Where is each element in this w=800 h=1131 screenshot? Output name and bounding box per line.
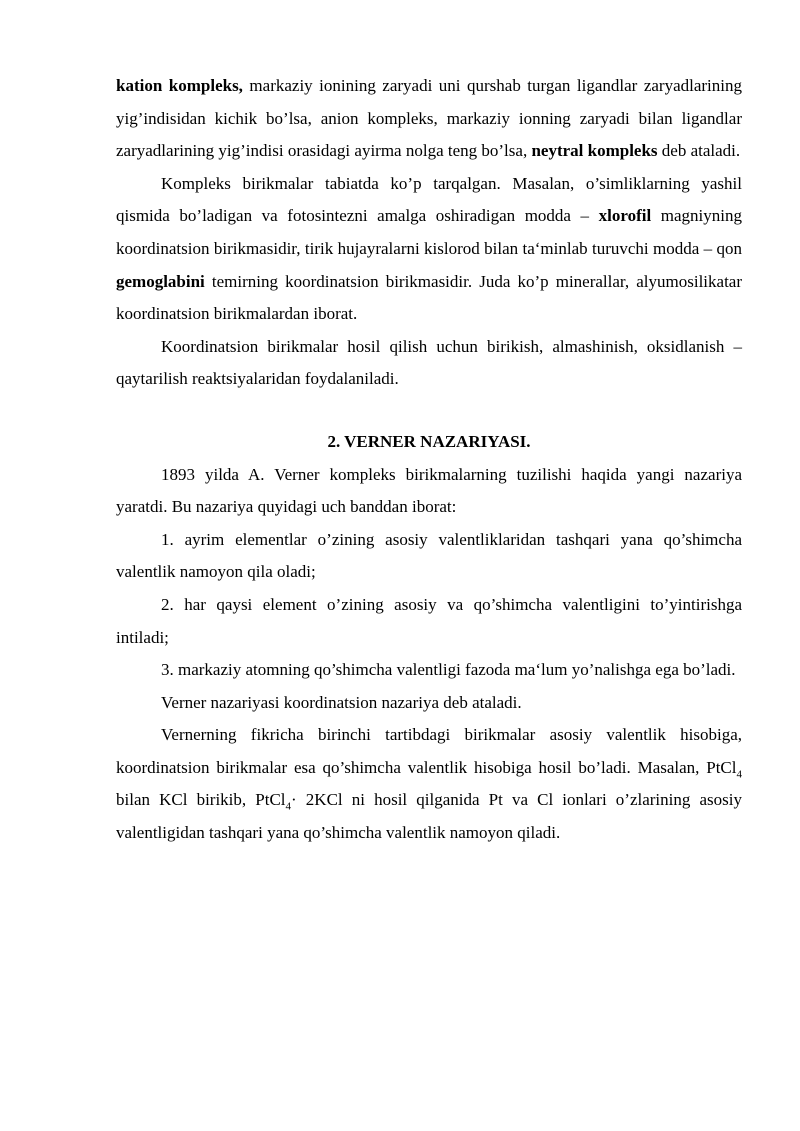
- paragraph-synthesis: Koordinatsion birikmalar hosil qilish uchun birikish, almashinish, oksidlanish – qaytarilish reaktsiyalaridan foydalaniladi.: [116, 336, 742, 389]
- paragraph-text: temirning koordinatsion birikmasidir. Juda ko’p minerallar, alyumosilikatar koordinatsion birikmalardan iborat.: [116, 271, 742, 324]
- paragraph-werner-intro: 1893 yilda A. Verner kompleks birikmalarning tuzilishi haqida yangi nazariya yaratdi. Bu nazariya quyidagi uch banddan iborat:: [116, 464, 742, 517]
- list-item-1: 1. ayrim elementlar o’zining asosiy valentliklaridan tashqari yana qo’shimcha valentlik namoyon qila oladi;: [116, 529, 742, 582]
- term-hemoglobin: gemoglabini: [116, 271, 205, 291]
- list-item-3: 3. markaziy atomning qo’shimcha valentligi fazoda ma‘lum yo’nalishga ega bo’ladi.: [161, 660, 736, 680]
- paragraph-text: · 2KCl ni hosil qilganida Pt va Cl ionlari o’zlarining asosiy valentligidan tashqari yana qo’shimcha valentlik namoyon qiladi.: [116, 790, 742, 843]
- subscript: 4: [736, 768, 742, 781]
- paragraph-text: Vernerning fikricha birinchi tartibdagi birikmalar asosiy valentlik hisobiga, koordinatsion birikmalar esa qo’shimcha valentlik hisobiga hosil bo’ladi. Masalan, PtCl: [116, 725, 742, 777]
- paragraph-complex-types: [116, 70, 742, 168]
- paragraph-text: markaziy ionining zaryadi uni qurshab turgan ligandlar zaryadlarining yig’indisidan kichik bo’lsa, anion kompleks, markaziy ionning zaryadi bilan ligandlar zaryadlarining yig’indisi orasidagi ayirma nolga teng bo’lsa,: [116, 76, 742, 161]
- document-page: [116, 70, 742, 850]
- paragraph-text: bilan KCl birikib, PtCl: [116, 790, 286, 810]
- list-item-2: 2. har qaysi element o’zining asosiy va qo’shimcha valentligini to’yintirishga intiladi;: [116, 594, 742, 647]
- term-neutral-complex: neytral kompleks: [531, 141, 658, 161]
- paragraph-text: magniyning koordinatsion birikmasidir, tirik hujayralarni kislorod bilan ta‘minlab turuvchi modda – qon: [116, 206, 742, 258]
- paragraph-werner-opinion: [116, 719, 742, 849]
- subscript: 4: [285, 800, 292, 813]
- section-heading: 2. VERNER NAZARIYASI.: [327, 431, 531, 451]
- term-chlorophyll: xlorofil: [598, 206, 652, 226]
- paragraph-coordination-theory: Verner nazariyasi koordinatsion nazariya deb ataladi.: [161, 692, 522, 712]
- term-cation-complex: kation kompleks,: [116, 76, 243, 95]
- paragraph-text: deb ataladi.: [657, 141, 741, 161]
- paragraph-nature: [116, 168, 742, 331]
- paragraph-text: Kompleks birikmalar tabiatda ko’p tarqalgan. Masalan, o’simliklarning yashil qismida bo’ladigan va fotosintezni amalga oshiradigan modda –: [116, 173, 742, 226]
- spacer: [116, 396, 742, 426]
